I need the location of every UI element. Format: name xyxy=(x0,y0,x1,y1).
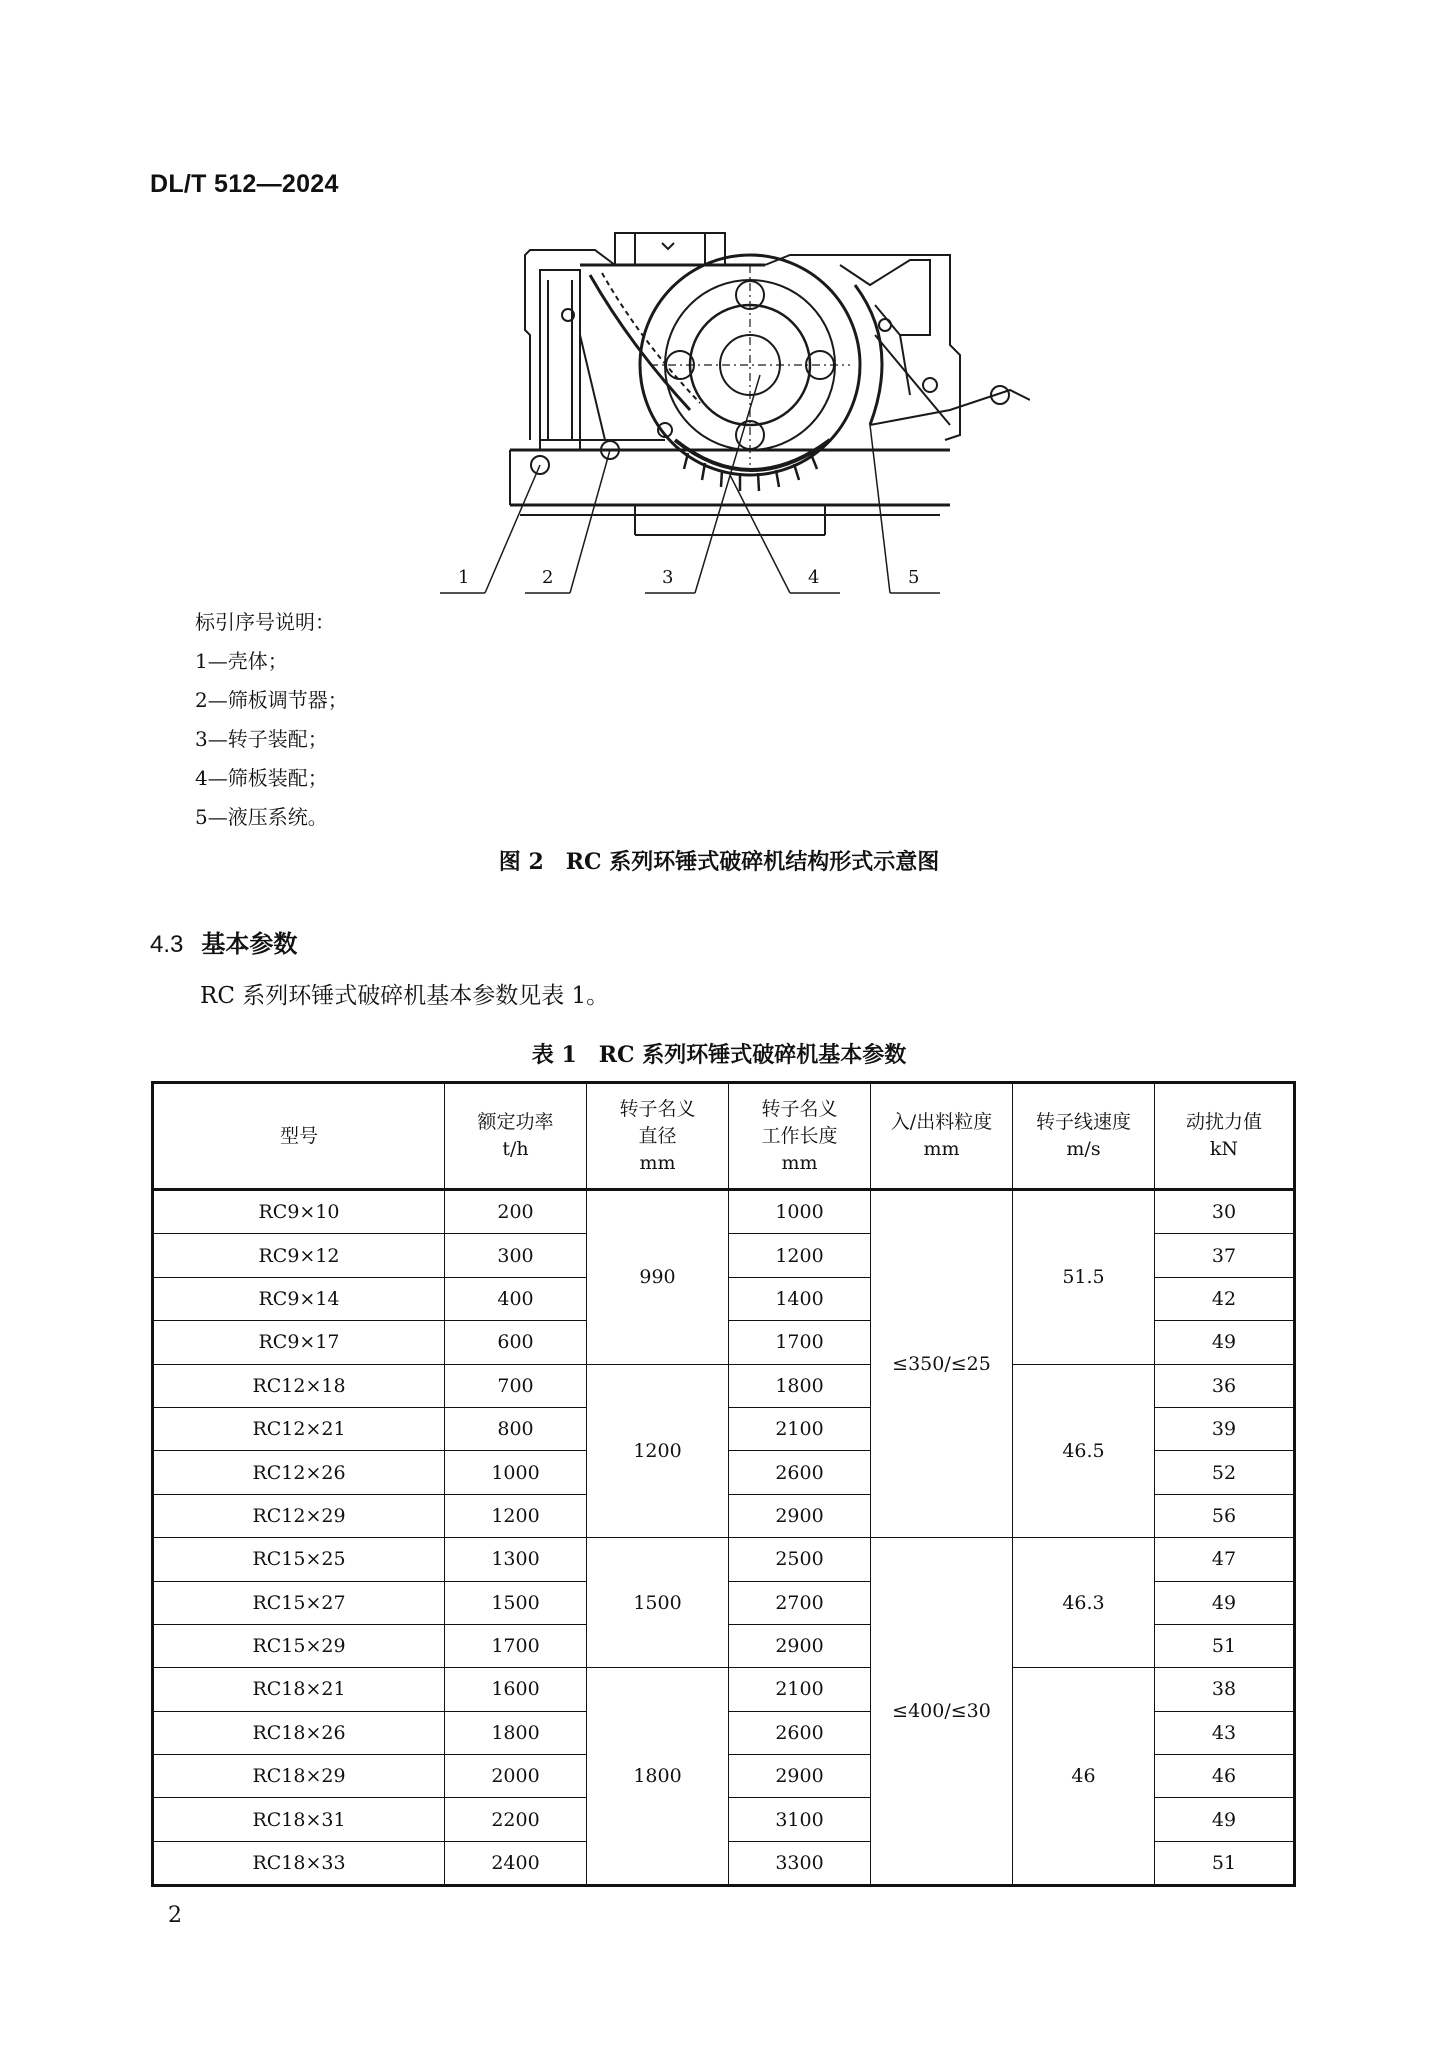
column-header-line: 转子线速度 xyxy=(1035,1111,1131,1133)
granularity-cell: ≤350/≤25 xyxy=(871,1190,1013,1538)
rotor-length-cell: 2900 xyxy=(729,1624,871,1667)
rotor-speed-cell: 51.5 xyxy=(1013,1190,1155,1365)
rotor-speed-cell: 46 xyxy=(1013,1668,1155,1886)
dynamic-force-cell: 30 xyxy=(1155,1190,1295,1234)
rated-capacity-cell: 600 xyxy=(445,1321,587,1364)
model-cell: RC12×26 xyxy=(153,1451,445,1494)
model-cell: RC9×10 xyxy=(153,1190,445,1234)
rotor-length-cell: 2600 xyxy=(729,1451,871,1494)
rotor-diameter-cell: 1800 xyxy=(587,1668,729,1886)
crusher-structure-diagram xyxy=(430,225,1030,605)
legend-item: 5—液压系统。 xyxy=(195,805,328,829)
rated-capacity-cell: 1300 xyxy=(445,1538,587,1581)
model-cell: RC9×17 xyxy=(153,1321,445,1364)
legend-title: 标引序号说明： xyxy=(195,610,335,634)
dynamic-force-cell: 52 xyxy=(1155,1451,1295,1494)
column-header xyxy=(153,1083,445,1190)
column-header-line: mm xyxy=(923,1138,960,1160)
model-cell: RC18×31 xyxy=(153,1798,445,1841)
column-header-line: 转子名义 xyxy=(619,1097,696,1120)
section-heading xyxy=(150,924,297,959)
rotor-length-cell: 2100 xyxy=(729,1668,871,1711)
dynamic-force-cell: 49 xyxy=(1155,1321,1295,1364)
screen-plate-assembly xyxy=(675,285,882,491)
rotor-length-cell: 1800 xyxy=(729,1364,871,1407)
rated-capacity-cell: 2200 xyxy=(445,1798,587,1841)
table-row xyxy=(153,1538,1295,1581)
rotor-diameter-cell: 1200 xyxy=(587,1364,729,1538)
legend-item: 4—筛板装配； xyxy=(195,766,328,790)
column-header-line: 动扰力值 xyxy=(1185,1111,1262,1133)
rotor-diameter-cell: 990 xyxy=(587,1190,729,1365)
column-header-line: mm xyxy=(639,1151,676,1174)
page-number: 2 xyxy=(168,1903,182,1928)
column-header-line: 转子名义 xyxy=(761,1097,838,1120)
dynamic-force-cell: 36 xyxy=(1155,1364,1295,1407)
model-cell: RC15×27 xyxy=(153,1581,445,1624)
rotor-length-cell: 2100 xyxy=(729,1407,871,1450)
rotor-speed-cell: 46.5 xyxy=(1013,1364,1155,1538)
model-cell: RC12×21 xyxy=(153,1407,445,1450)
model-cell: RC9×12 xyxy=(153,1234,445,1277)
column-header-line: 工作长度 xyxy=(761,1124,838,1147)
dynamic-force-cell: 42 xyxy=(1155,1277,1295,1320)
legend-item: 2—筛板调节器； xyxy=(195,688,348,712)
rotor-length-cell: 1200 xyxy=(729,1234,871,1277)
rated-capacity-cell: 1200 xyxy=(445,1494,587,1537)
dynamic-force-cell: 49 xyxy=(1155,1798,1295,1841)
rotor-length-cell: 2600 xyxy=(729,1711,871,1754)
housing-outline xyxy=(510,250,960,535)
table-caption: 表 1 RC 系列环锤式破碎机基本参数 xyxy=(531,1042,907,1068)
column-header-line: kN xyxy=(1209,1138,1239,1160)
dynamic-force-cell: 51 xyxy=(1155,1624,1295,1667)
table-row xyxy=(153,1364,1295,1407)
column-header xyxy=(871,1083,1013,1190)
model-cell: RC15×29 xyxy=(153,1624,445,1667)
rated-capacity-cell: 700 xyxy=(445,1364,587,1407)
column-header-line: 额定功率 xyxy=(477,1111,554,1133)
document-id: DL/T 512—2024 xyxy=(150,170,339,198)
rotor-length-cell: 1400 xyxy=(729,1277,871,1320)
rotor-length-cell: 2700 xyxy=(729,1581,871,1624)
dynamic-force-cell: 46 xyxy=(1155,1755,1295,1798)
column-header xyxy=(1155,1083,1295,1190)
model-cell: RC18×29 xyxy=(153,1755,445,1798)
rotor-length-cell: 1000 xyxy=(729,1190,871,1234)
rotor-length-cell: 2900 xyxy=(729,1494,871,1537)
granularity-cell: ≤400/≤30 xyxy=(871,1538,1013,1886)
model-cell: RC15×25 xyxy=(153,1538,445,1581)
model-cell: RC9×14 xyxy=(153,1277,445,1320)
model-cell: RC18×21 xyxy=(153,1668,445,1711)
parameters-table xyxy=(151,1081,1296,1887)
column-header xyxy=(1013,1083,1155,1190)
column-header-line: 入/出料粒度 xyxy=(890,1111,993,1133)
legend-item: 1—壳体； xyxy=(195,649,288,673)
figure-caption: 图 2 RC 系列环锤式破碎机结构形式示意图 xyxy=(498,849,940,875)
table-row xyxy=(153,1190,1295,1234)
rated-capacity-cell: 2400 xyxy=(445,1841,587,1885)
column-header-line: 直径 xyxy=(638,1124,677,1147)
table-header-row xyxy=(153,1083,1295,1190)
rotor-length-cell: 1700 xyxy=(729,1321,871,1364)
callout-leaders xyxy=(440,375,940,593)
rated-capacity-cell: 400 xyxy=(445,1277,587,1320)
column-header-line: t/h xyxy=(502,1138,529,1160)
rated-capacity-cell: 1600 xyxy=(445,1668,587,1711)
column-header-line: m/s xyxy=(1066,1138,1101,1160)
callout-4: 4 xyxy=(808,567,820,588)
section-number: 4.3 xyxy=(150,931,184,958)
column-header xyxy=(445,1083,587,1190)
rotor-length-cell: 2900 xyxy=(729,1755,871,1798)
callout-1: 1 xyxy=(458,567,470,588)
figure-legend xyxy=(195,603,348,837)
rated-capacity-cell: 1500 xyxy=(445,1581,587,1624)
rated-capacity-cell: 200 xyxy=(445,1190,587,1234)
callout-2: 2 xyxy=(542,567,554,588)
model-cell: RC18×33 xyxy=(153,1841,445,1885)
rotor-speed-cell: 46.3 xyxy=(1013,1538,1155,1668)
dynamic-force-cell: 49 xyxy=(1155,1581,1295,1624)
rated-capacity-cell: 2000 xyxy=(445,1755,587,1798)
dynamic-force-cell: 37 xyxy=(1155,1234,1295,1277)
rated-capacity-cell: 1800 xyxy=(445,1711,587,1754)
rotor-length-cell: 2500 xyxy=(729,1538,871,1581)
rotor-length-cell: 3300 xyxy=(729,1841,871,1885)
rated-capacity-cell: 1700 xyxy=(445,1624,587,1667)
rotor-length-cell: 3100 xyxy=(729,1798,871,1841)
legend-item: 3—转子装配； xyxy=(195,727,328,751)
section-paragraph: RC 系列环锤式破碎机基本参数见表 1。 xyxy=(200,983,610,1009)
model-cell: RC12×18 xyxy=(153,1364,445,1407)
rated-capacity-cell: 800 xyxy=(445,1407,587,1450)
model-cell: RC12×29 xyxy=(153,1494,445,1537)
section-title: 基本参数 xyxy=(201,929,298,958)
rotor-diameter-cell: 1500 xyxy=(587,1538,729,1668)
callout-5: 5 xyxy=(908,567,920,588)
column-header-line: 型号 xyxy=(279,1124,318,1147)
dynamic-force-cell: 56 xyxy=(1155,1494,1295,1537)
column-header xyxy=(729,1083,871,1190)
dynamic-force-cell: 47 xyxy=(1155,1538,1295,1581)
rated-capacity-cell: 1000 xyxy=(445,1451,587,1494)
column-header xyxy=(587,1083,729,1190)
rated-capacity-cell: 300 xyxy=(445,1234,587,1277)
column-header-line: mm xyxy=(781,1151,818,1174)
dynamic-force-cell: 51 xyxy=(1155,1841,1295,1885)
model-cell: RC18×26 xyxy=(153,1711,445,1754)
dynamic-force-cell: 38 xyxy=(1155,1668,1295,1711)
dynamic-force-cell: 39 xyxy=(1155,1407,1295,1450)
table-row xyxy=(153,1668,1295,1711)
dynamic-force-cell: 43 xyxy=(1155,1711,1295,1754)
callout-3: 3 xyxy=(662,567,674,588)
